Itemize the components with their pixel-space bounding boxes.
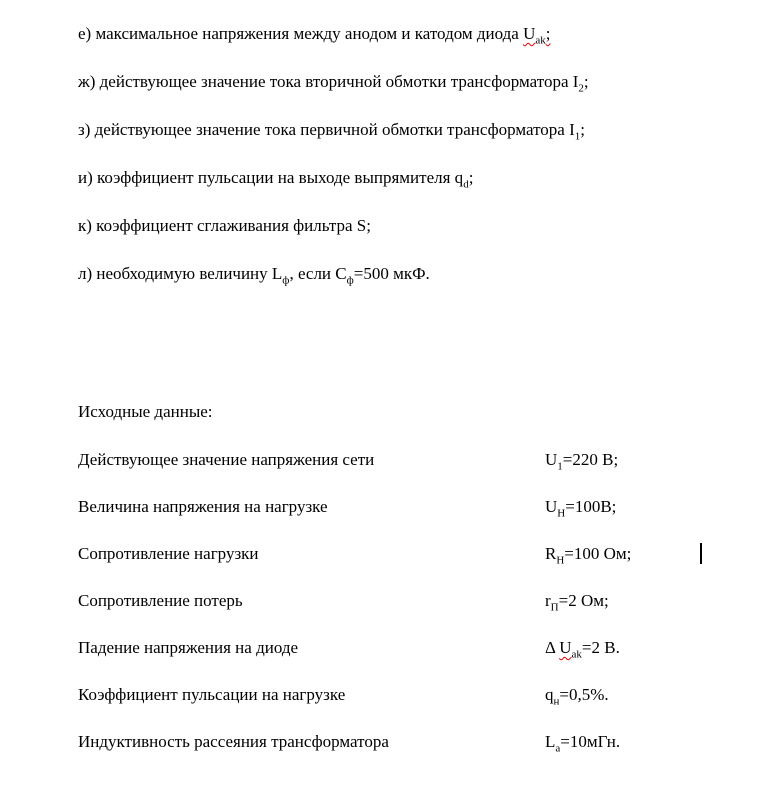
data-row (78, 577, 737, 624)
row-label: Действующее значение напряжения сети (78, 450, 375, 469)
row-value (545, 671, 609, 718)
row-value (545, 436, 618, 483)
spellcheck-underlined-term (523, 24, 551, 47)
symbol-subscript: н (553, 695, 560, 708)
task-line-e (78, 10, 737, 58)
task-text: л) необходимую величину L (78, 264, 283, 283)
text-cursor (700, 543, 702, 564)
symbol-subscript: 1 (574, 130, 581, 143)
symbol: r (545, 591, 551, 610)
value-text: =2 В. (581, 638, 620, 657)
symbol-subscript: 1 (557, 460, 563, 473)
value-text: =100В; (565, 497, 617, 516)
initial-data-table (78, 436, 737, 765)
symbol: U (545, 450, 558, 469)
data-row (78, 671, 737, 718)
symbol-subscript: Н (557, 507, 566, 520)
task-text: з) действующее значение тока первичной обмотки трансформатора I (78, 120, 575, 139)
value-text: =10мГн. (560, 732, 621, 751)
task-line-zh (78, 58, 737, 106)
symbol-subscript: d (463, 178, 469, 191)
section-heading: Исходные данные: (78, 402, 213, 421)
symbol: U (559, 638, 572, 657)
row-value (545, 718, 620, 765)
row-label: Сопротивление нагрузки (78, 544, 259, 563)
value-text: =220 В; (562, 450, 619, 469)
row-label: Падение напряжения на диоде (78, 638, 299, 657)
row-label: Величина напряжения на нагрузке (78, 497, 328, 516)
symbol-subscript: Н (556, 554, 565, 567)
task-text: ; (545, 24, 551, 43)
symbol-subscript: 2 (578, 82, 584, 95)
symbol-subscript: ф (346, 274, 354, 287)
row-value (545, 483, 616, 530)
symbol: U (545, 497, 558, 516)
task-text: =500 мкФ. (353, 264, 430, 283)
symbol: U (523, 24, 536, 43)
symbol: L (545, 732, 556, 751)
task-text: ; (583, 72, 589, 91)
row-value (545, 624, 620, 671)
task-text: ; (580, 120, 585, 139)
data-row (78, 718, 737, 765)
task-text: ; (468, 168, 474, 187)
task-list (78, 0, 737, 298)
row-value (545, 577, 609, 624)
row-label: Индуктивность рассеяния трансформатора (78, 732, 389, 751)
symbol-subscript: ak (535, 34, 546, 47)
symbol-subscript: ak (571, 648, 582, 661)
spellcheck-underlined-term (559, 638, 582, 661)
value-text: =0,5%. (559, 685, 609, 704)
task-line-k (78, 202, 737, 250)
task-text: и) коэффициент пульсации на выходе выпрямителя q (78, 168, 464, 187)
delta-symbol: Δ (545, 638, 560, 657)
symbol-subscript: а (555, 742, 561, 755)
data-row (78, 483, 737, 530)
symbol-subscript: П (550, 601, 559, 614)
task-text: е) максимальное напряжения между анодом и катодом диода (78, 24, 524, 43)
row-value (545, 530, 631, 577)
data-row (78, 624, 737, 671)
row-label: Сопротивление потерь (78, 591, 243, 610)
task-text: ж) действующее значение тока вторичной обмотки трансформатора I (78, 72, 579, 91)
task-line-l (78, 250, 737, 298)
task-line-i (78, 154, 737, 202)
value-text: =100 Ом; (564, 544, 632, 563)
symbol: R (545, 544, 557, 563)
symbol: q (545, 685, 554, 704)
symbol-subscript: ф (282, 274, 290, 287)
value-text: =2 Ом; (558, 591, 609, 610)
task-text: к) коэффициент сглаживания фильтра S; (78, 216, 371, 235)
data-row (78, 436, 737, 483)
task-line-z (78, 106, 737, 154)
data-row (78, 530, 737, 577)
task-text: , если С (289, 264, 347, 283)
row-label: Коэффициент пульсации на нагрузке (78, 685, 346, 704)
